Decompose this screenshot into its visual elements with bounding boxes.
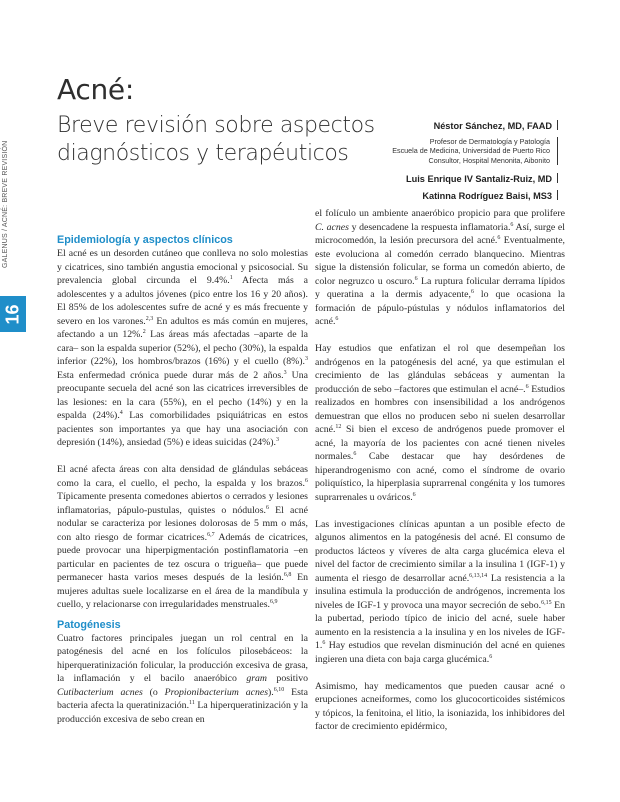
paragraph: Las investigaciones clínicas apuntan a un posible efecto de algunos alimentos en la patogénesis del acné. El consumo de productos lácteos y víveres de alta carga glucémica eleva el nivel del factor de crecimiento similar a la insulina 1 (IGF-1) y aumenta el riesgo de desarrollar acné.$^{6,13,14}$ La resistencia a la insulina estimula la producción de andrógenos, incrementa los niveles de IGF-1 y provoca una mayor secreción de sebo.$^{6,15}$ En la pubertad, periodo típico de inicio del acné, suele haber aumento en la resistencia a la insulina y en los niveles de IGF-1.$^6$ Hay estudios que revelan disminución del acné en quienes ingieren una dieta con baja carga glucémica.$^6$: [315, 518, 565, 665]
section-heading-patogenesis: Patogénesis: [57, 618, 121, 631]
title-line-2: Breve revisión sobre aspectos: [57, 113, 375, 138]
paragraph: Asimismo, hay medicamentos que pueden causar acné o erupciones acneiformes, como los glucocorticoides sistémicos y tópicos, la fenitoina, el litio, la isoniazida, los inhibidores del factor de crecimiento epidérmico,: [315, 680, 565, 732]
article-title: [57, 72, 375, 168]
author-1-name: Néstor Sánchez, MD, FAAD: [433, 121, 552, 131]
title-line-3: diagnósticos y terapéuticos: [57, 141, 349, 166]
author-2: [358, 173, 558, 186]
author-block: [358, 120, 558, 203]
author-divider: [557, 190, 558, 200]
left-column: [57, 233, 308, 726]
page-number: 16: [2, 303, 23, 325]
author-3-name: Katinna Rodríguez Baisi, MS3: [422, 190, 552, 201]
section-heading-epidemiologia: Epidemiología y aspectos clínicos: [57, 234, 233, 246]
author-1: [358, 120, 558, 133]
author-divider: [557, 120, 558, 130]
affiliation-line-3: Consultor, Hospital Menonita, Aibonito: [428, 155, 550, 165]
affiliation-line-1: Profesor de Dermatología y Patología: [429, 137, 550, 146]
author-1-affiliation: [358, 137, 558, 165]
paragraph: el folículo un ambiente anaeróbico propicio para que prolifere C. acnes y desencadene la respuesta inflamatoria.$^6$ Así, surge el microcomedón, la lesión precursora del acné.$^6$ Eventualmente, este evoluciona al comedón cerrado blanquecino. Mientras sigue la distensión folicular, se forma un comedón abierto, de color negruzco u oscuro.$^6$ La ruptura folicular derrama lípidos y queratina a la dermis adyacente,$^6$ lo que ocasiona la formación de pápulo-pústulas y nódulos inflamatorios del acné.$^6$: [315, 208, 565, 327]
paragraph: El acné es un desorden cutáneo que conlleva no solo molestias y cicatrices, sino también angustia emocional y psicosocial. Su prevalencia global circunda el 9.4%.$^1$ Afecta más a adolescentes y a adultos jóvenes (pico entre los 16 y 20 años). El 85% de los adolescentes sufre de acné y es más frecuente y severo en los varones.$^{2,3}$ En adultos es más común en mujeres, afectando a un 12%.$^2$ Las áreas más afectadas –aparte de la cara– son la espalda superior (52%), el pecho (30%), la espalda inferior (22%), los hombros/brazos (16%) y el cuello (8%).$^3$ Esta enfermedad crónica puede durar más de 2 años.$^3$ Una preocupante secuela del acné son las cicatrices irreversibles de las lesiones: en la cara (55%), en el pecho (14%) y en la espalda (24%).$^4$ Las comorbilidades psiquiátricas en estos pacientes son importantes ya que hay una asociación con depresión (14%), ansiedad (5%) e ideas suicidas (24%).$^3$: [57, 248, 308, 448]
running-head: GALENUS / ACNÉ: BREVE REVISIÓN: [2, 140, 9, 268]
title-line-1: Acné:: [57, 73, 134, 106]
paragraph: Cuatro factores principales juegan un rol central en la patogénesis del acné en los folículos pilosebáceos: la hiperqueratinización folicular, la producción excesiva de grasa, la inflamación y el bacilo anaeróbico gram positivo Cutibacterium acnes (o Propionibacterium acnes).$^{6,10}$ Esta bacteria afecta la queratinización.$^{11}$ La hiperqueratinización y la producción excesiva de sebo crean en: [57, 632, 308, 725]
author-2-name: Luis Enrique IV Santaliz-Ruiz, MD: [406, 173, 552, 184]
paragraph: El acné afecta áreas con alta densidad de glándulas sebáceas como la cara, el cuello, el pecho, la espalda y los brazos.$^6$ Típicamente presenta comedones abiertos o cerrados y lesiones inflamatorias, pápulo-pustulas, quistes o nódulos.$^6$ El acné nodular se caracteriza por lesiones dolorosas de 5 mm o más, con alto riesgo de formar cicatrices.$^{6,7}$ Además de cicatrices, puede provocar una hiperpigmentación postinflamatoria –en particular en pacientes de tez oscura o trigueña– que puede permanecer hasta varios meses después de la lesión.$^{6,8}$ En mujeres adultas suele localizarse en el área de la mandíbula y cuello, y relacionarse con irregularidades menstruales.$^{6,9}$: [57, 464, 308, 610]
page-number-tab: [0, 296, 26, 332]
affiliation-line-2: Escuela de Medicina, Universidad de Puerto Rico: [392, 146, 550, 156]
author-3: [358, 190, 558, 203]
right-column: [315, 207, 565, 734]
author-divider: [557, 173, 558, 183]
paragraph: Hay estudios que enfatizan el rol que desempeñan los andrógenos en la patogénesis del acné, ya que estimulan el crecimiento de las glándulas sebáceas y aumentan la producción de sebo –factores que estimulan el acné–.$^6$ Estudios realizados en hombres con insensibilidad a los andrógenos demuestran que ellos no producen sebo ni suelen desarrollar acné.$^{12}$ Si bien el exceso de andrógenos puede promover el acné, la mayoría de los pacientes con acné tienen niveles normales.$^6$ Cabe destacar que hay desórdenes de hiperandrogenismo con acné, como el síndrome de ovario poliquístico, la hiperplasia suprarrenal congénita y los tumores suprarrenales u ováricos.$^6$: [315, 343, 565, 503]
